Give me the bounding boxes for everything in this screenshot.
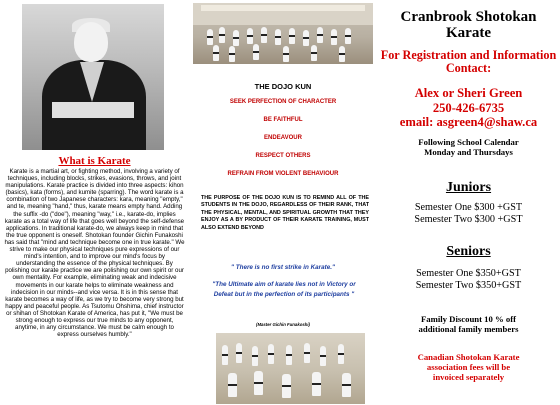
- left-panel: [0, 0, 189, 405]
- student-figure: [320, 346, 326, 366]
- student-figure: [268, 344, 274, 364]
- association-fees-line: Canadian Shotokan Karate: [417, 352, 520, 362]
- right-panel: [377, 0, 560, 405]
- student-figure: [311, 45, 317, 61]
- family-discount: [377, 314, 560, 334]
- seniors-semester-one: Semester One $350+GST: [416, 268, 521, 279]
- schedule-days: Monday and Thursdays: [424, 147, 513, 157]
- student-figure: [254, 371, 263, 395]
- dojo-ceiling-light: [201, 5, 365, 11]
- what-is-karate-heading: What is Karate: [58, 155, 131, 167]
- student-figure: [289, 28, 295, 44]
- contact-name: Alex or Sheri Green: [414, 86, 523, 100]
- seniors-heading: Seniors: [446, 244, 491, 259]
- student-figure: [317, 27, 323, 43]
- dojo-kun-item: RESPECT OTHERS: [255, 153, 311, 159]
- student-figure: [252, 346, 258, 366]
- student-figure: [304, 343, 310, 363]
- student-figure: [338, 344, 344, 364]
- dojo-kun-item: SEEK PERFECTION OF CHARACTER: [229, 99, 337, 105]
- registration-heading: For Registration and Information Contact:: [380, 48, 557, 75]
- family-discount-line: additional family members: [418, 324, 519, 334]
- student-figure: [261, 27, 267, 43]
- student-figure: [207, 29, 213, 45]
- student-figure: [303, 30, 309, 46]
- juniors-semester-two: Semester Two $300 +GST: [414, 214, 523, 225]
- dojo-kun-item: BE FAITHFUL: [263, 117, 303, 123]
- dojo-kun-title: THE DOJO KUN: [254, 82, 312, 91]
- portrait-hands: [52, 102, 134, 118]
- schedule-calendar: Following School Calendar: [418, 137, 519, 147]
- association-fees-line: invoiced separately: [432, 372, 505, 382]
- schedule-block: [377, 137, 560, 157]
- student-figure: [339, 46, 345, 62]
- family-discount-line: Family Discount 10 % off: [420, 314, 517, 324]
- dojo-training-photo: [193, 3, 373, 64]
- dojo-kun-purpose: THE PURPOSE OF THE DOJO KUN IS TO REMIND ALL OF THE STUDENTS IN THE DOJO, REGARDLESS OF THEIR RANK, THAT THE PHYSICAL, MENTAL, AND SPIRITUAL GROWTH THAT THEY ENJOY AS A BY PRODUCT OF THEIR KARATE TRAINING, MUST ALSO EXTEND BEYOND: [201, 195, 369, 231]
- club-title: Cranbrook Shotokan Karate: [400, 9, 537, 41]
- quote-attribution: (Master Gichin Funakoshi): [256, 322, 310, 327]
- student-figure: [345, 28, 351, 44]
- ultimate-aim-quote: "The Ultimate aim of karate lies not in Victory or Defeat but in the perfection of its participants ": [212, 281, 356, 298]
- karate-class-photo: [216, 333, 365, 404]
- portrait-face: [74, 22, 108, 62]
- student-figure: [331, 29, 337, 45]
- student-figure: [222, 345, 228, 365]
- student-figure: [253, 44, 259, 60]
- contact-block: [377, 86, 560, 130]
- contact-email[interactable]: email: asgreen4@shaw.ca: [399, 115, 538, 129]
- dojo-kun-item: ENDEAVOUR: [264, 135, 302, 141]
- student-figure: [342, 373, 351, 397]
- juniors-semester-one: Semester One $300 +GST: [414, 202, 523, 213]
- student-figure: [233, 30, 239, 46]
- student-figure: [236, 343, 242, 363]
- student-figure: [219, 27, 225, 43]
- contact-phone: 250-426-6735: [432, 100, 505, 115]
- student-figure: [312, 372, 321, 396]
- association-fees-line: association fees will be: [426, 362, 511, 372]
- middle-panel: [193, 0, 373, 405]
- first-strike-quote: " There is no first strike in Karate.": [231, 264, 335, 271]
- seniors-semester-two: Semester Two $350+GST: [415, 280, 522, 291]
- student-figure: [275, 29, 281, 45]
- student-figure: [282, 374, 291, 398]
- student-figure: [283, 46, 289, 62]
- student-figure: [228, 373, 237, 397]
- student-figure: [229, 46, 235, 62]
- what-is-karate-body: Karate is a martial art, or fighting method, involving a variety of techniques, including blocks, strikes, evasions, throws, and joint manipulations. Karate practice is divided into three aspects: kihon (basics), kata (forms), and kumite (sparring). The word karate is a combination of two Japanese characters: kara, meaning "empty," and te, meaning "hand," thus, karate means empty hand. Adding the suffix -do ("doe"), meaning "way," i.e., karate-do, implies karate as a total way of life that goes well beyond the self-defense applications. In traditional karate-do, we always keep in mind that the true opponent is oneself. Shotokan founder Gichin Funakoshi has said that "mind and technique become one in true karate." We strive to make our physical techniques pure expressions of our mind's intention, and to improve our mind's focus by understanding the essence of the physical techniques. By polishing our karate practice we are polishing our own spirit or our own mentality. For example, eliminating weak and indecisive movements in our karate helps to eliminate weakness and indecision in our minds--and vice versa. It is in this sense that karate becomes a way of life, as we try to become very strong but happy and peaceful people. As Tsutomu Ohshima, chief instructor or shihan of Shotokan Karate of America, has put it, "We must be strong enough to express our true minds to any opponent, anytime, in any circumstance. We must be calm enough to express ourselves humbly.": [4, 168, 185, 339]
- dojo-kun-item: REFRAIN FROM VIOLENT BEHAVIOUR: [227, 171, 339, 177]
- funakoshi-portrait: [22, 4, 164, 150]
- juniors-heading: Juniors: [445, 180, 492, 195]
- student-figure: [247, 28, 253, 44]
- student-figure: [213, 45, 219, 61]
- student-figure: [286, 345, 292, 365]
- association-fees-note: [377, 352, 560, 382]
